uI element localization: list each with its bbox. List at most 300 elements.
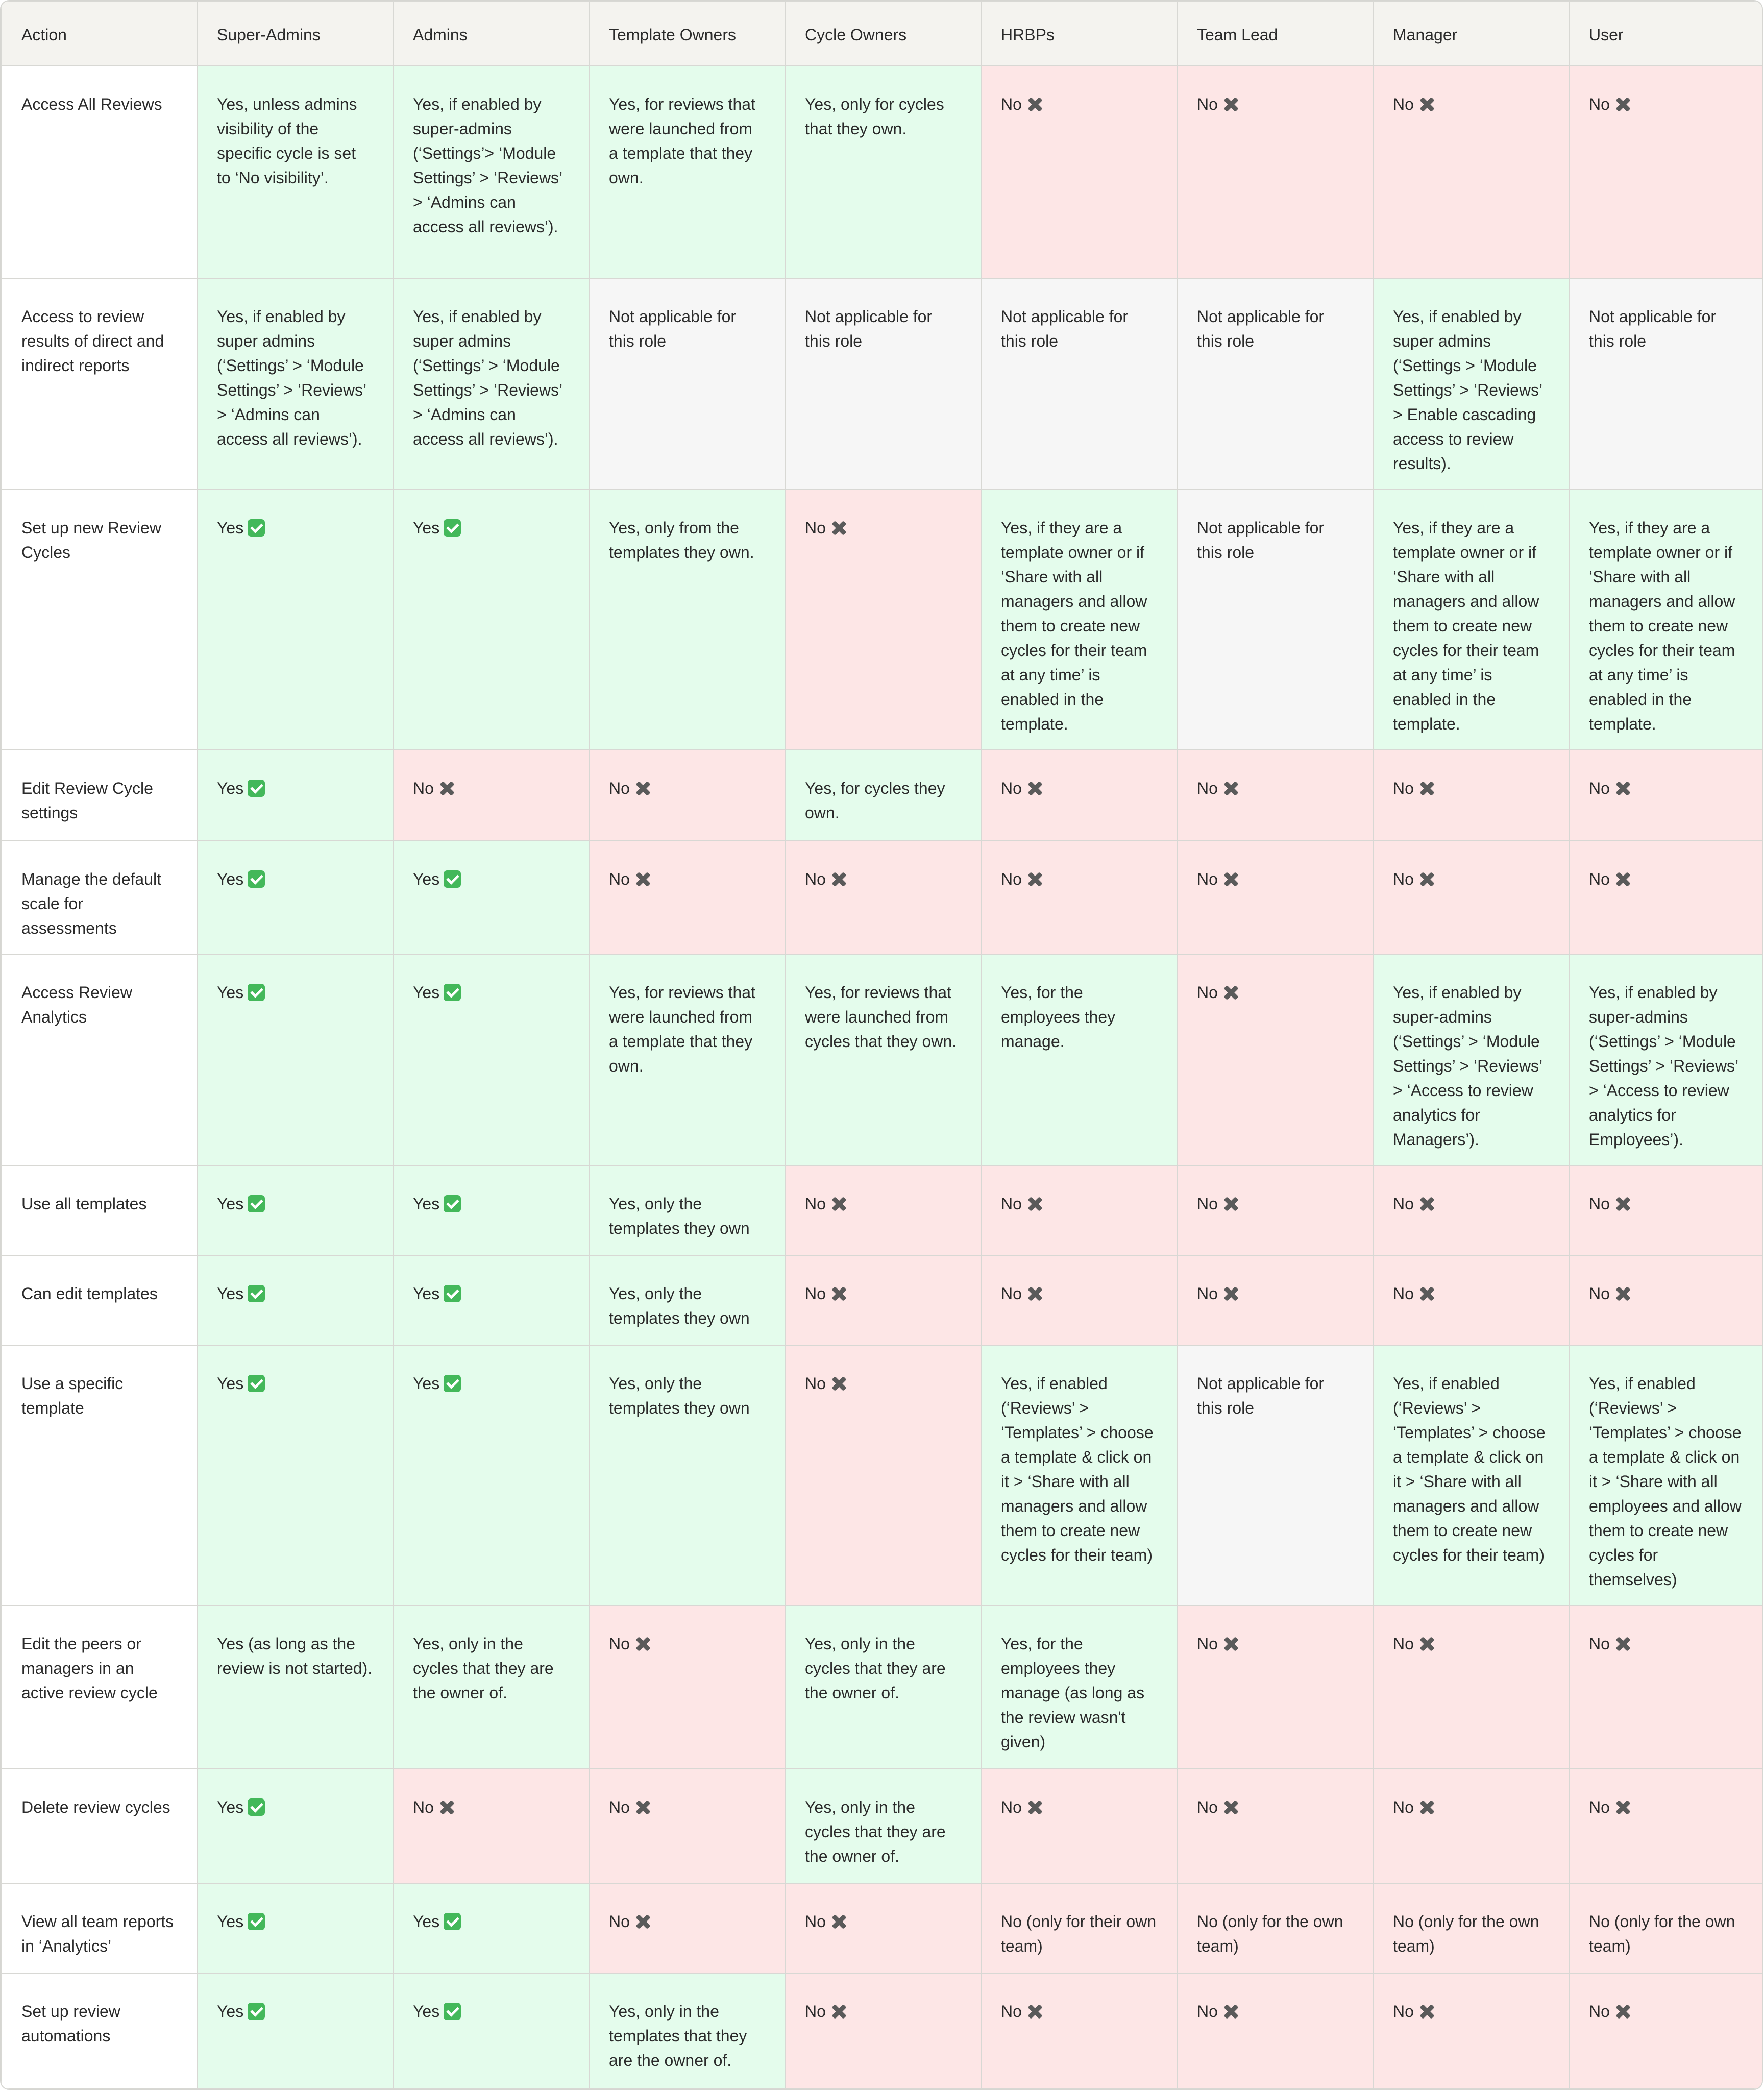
permission-text: Yes <box>217 1798 244 1816</box>
permission-text: Yes <box>413 1195 440 1213</box>
permission-cell-manager <box>1373 1769 1569 1883</box>
permission-cell-cycle-owners <box>785 1606 981 1769</box>
permission-text: No <box>1589 1635 1610 1653</box>
permission-cell-admins <box>393 841 589 954</box>
permission-text: Not applicable for this role <box>805 307 933 350</box>
column-header-manager: Manager <box>1373 2 1569 66</box>
cross-icon <box>830 2003 847 2020</box>
permission-text: No <box>1197 1284 1218 1303</box>
permission-text: Yes, for cycles they own. <box>805 779 945 822</box>
permission-cell-super-admins <box>197 841 393 954</box>
permission-cell-hrbps <box>981 1345 1177 1606</box>
permission-text: No <box>1393 1195 1414 1213</box>
permission-text: Yes, if enabled by super-admins (‘Settings’ > ‘Module Settings’ > ‘Reviews’ > ‘Access to review analytics for Managers’). <box>1393 983 1542 1149</box>
permission-text: Yes <box>413 870 440 888</box>
permission-text: No <box>805 870 826 888</box>
permission-text: No <box>1001 95 1022 113</box>
permission-cell-team-lead <box>1177 954 1373 1165</box>
action-cell <box>2 750 197 841</box>
permission-text: Yes <box>413 983 440 1002</box>
permission-cell-manager <box>1373 1606 1569 1769</box>
table-row <box>2 1973 1763 2088</box>
permission-text: Not applicable for this role <box>1197 1374 1325 1417</box>
permission-cell-cycle-owners <box>785 841 981 954</box>
permission-text: No <box>1393 870 1414 888</box>
permission-text: No <box>1393 779 1414 797</box>
cross-icon <box>1222 870 1239 888</box>
permission-cell-manager <box>1373 1345 1569 1606</box>
permission-text: No <box>1197 1635 1218 1653</box>
action-label: Set up review automations <box>21 2002 120 2045</box>
permission-text: No <box>1393 1798 1414 1816</box>
cross-icon <box>1026 870 1043 888</box>
column-header-hrbps: HRBPs <box>981 2 1177 66</box>
permission-cell-admins <box>393 954 589 1165</box>
permission-text: Yes, if enabled by super-admins (‘Settings’> ‘Module Settings’ > ‘Reviews’ > ‘Admins can access all reviews’). <box>413 95 562 236</box>
permission-text: No <box>609 870 630 888</box>
permission-text: Yes, for reviews that were launched from a template that they own. <box>609 983 755 1075</box>
permission-text: No (only for the own team) <box>1197 1912 1343 1955</box>
permission-cell-team-lead <box>1177 1769 1373 1883</box>
permission-cell-super-admins <box>197 1769 393 1883</box>
permission-cell-cycle-owners <box>785 750 981 841</box>
permission-cell-user <box>1569 841 1763 954</box>
permission-text: No <box>1197 2002 1218 2021</box>
permission-cell-admins <box>393 66 589 278</box>
permission-text: Yes, if enabled by super-admins (‘Settings’ > ‘Module Settings’ > ‘Reviews’ > ‘Access to review analytics for Employees’). <box>1589 983 1738 1149</box>
permission-text: Yes, if enabled (‘Reviews’ > ‘Templates’ > choose a template & click on it > ‘Share with all managers and allow them to create new cycles for their team) <box>1001 1374 1154 1564</box>
permission-text: Yes, if enabled (‘Reviews’ > ‘Templates’ > choose a template & click on it > ‘Share with all managers and allow them to create new cycles for their team) <box>1393 1374 1546 1564</box>
permission-cell-manager <box>1373 1165 1569 1255</box>
permission-text: Yes, only the templates they own <box>609 1374 750 1417</box>
column-header-action: Action <box>2 2 197 66</box>
cross-icon <box>1614 2003 1631 2020</box>
cross-icon <box>830 1375 847 1392</box>
permission-text: Yes (as long as the review is not started). <box>217 1635 373 1677</box>
permission-cell-super-admins <box>197 66 393 278</box>
cross-icon <box>1222 1635 1239 1652</box>
permission-text: No (only for the own team) <box>1589 1912 1735 1955</box>
permission-cell-cycle-owners <box>785 278 981 490</box>
permission-cell-super-admins <box>197 1606 393 1769</box>
cross-icon <box>1418 780 1435 797</box>
cross-icon <box>1222 1195 1239 1212</box>
action-cell <box>2 278 197 490</box>
permission-cell-user <box>1569 1255 1763 1345</box>
permission-cell-manager <box>1373 66 1569 278</box>
cross-icon <box>1026 780 1043 797</box>
permission-cell-team-lead <box>1177 1883 1373 1973</box>
check-icon <box>248 1913 265 1930</box>
permission-text: No <box>1001 1798 1022 1816</box>
cross-icon <box>1222 1798 1239 1816</box>
permission-text: Not applicable for this role <box>1001 307 1129 350</box>
action-cell <box>2 1165 197 1255</box>
table-row <box>2 1769 1763 1883</box>
permission-cell-hrbps <box>981 1165 1177 1255</box>
permission-text: Yes, only the templates they own <box>609 1284 750 1327</box>
cross-icon <box>1026 2003 1043 2020</box>
permission-cell-manager <box>1373 954 1569 1165</box>
cross-icon <box>1614 1285 1631 1302</box>
permission-text: No <box>805 1912 826 1931</box>
permission-text: No <box>1197 1798 1218 1816</box>
cross-icon <box>830 870 847 888</box>
permission-cell-template-owners <box>589 278 785 490</box>
permission-cell-user <box>1569 1165 1763 1255</box>
permission-cell-user <box>1569 1345 1763 1606</box>
permission-cell-template-owners <box>589 490 785 750</box>
permission-text: No <box>1589 1798 1610 1816</box>
permission-text: Not applicable for this role <box>1589 307 1717 350</box>
permission-cell-manager <box>1373 750 1569 841</box>
permission-text: No <box>1393 95 1414 113</box>
permission-cell-user <box>1569 490 1763 750</box>
permission-cell-hrbps <box>981 750 1177 841</box>
permission-cell-admins <box>393 750 589 841</box>
permission-cell-cycle-owners <box>785 1165 981 1255</box>
permission-text: No <box>1393 2002 1414 2021</box>
permission-cell-manager <box>1373 490 1569 750</box>
action-label: Use all templates <box>21 1195 147 1213</box>
permission-text: No <box>609 1798 630 1816</box>
permission-text: Yes <box>413 1912 440 1931</box>
permission-cell-admins <box>393 1769 589 1883</box>
permission-text: No <box>805 1195 826 1213</box>
permission-text: No <box>1589 1195 1610 1213</box>
cross-icon <box>1418 1285 1435 1302</box>
permission-text: No <box>1589 2002 1610 2021</box>
permission-cell-template-owners <box>589 1255 785 1345</box>
action-cell <box>2 954 197 1165</box>
permission-text: Yes, only in the cycles that they are the owner of. <box>805 1635 946 1702</box>
permission-cell-cycle-owners <box>785 954 981 1165</box>
permission-cell-admins <box>393 1606 589 1769</box>
cross-icon <box>1222 780 1239 797</box>
permission-cell-cycle-owners <box>785 1973 981 2088</box>
permission-cell-manager <box>1373 841 1569 954</box>
permission-text: Yes, only in the templates that they are the owner of. <box>609 2002 747 2070</box>
cross-icon <box>438 1798 455 1816</box>
permission-cell-hrbps <box>981 954 1177 1165</box>
permission-text: No (only for their own team) <box>1001 1912 1157 1955</box>
cross-icon <box>1418 95 1435 113</box>
permission-text: Yes, for reviews that were launched from a template that they own. <box>609 95 755 187</box>
permission-cell-template-owners <box>589 841 785 954</box>
permission-text: Yes <box>217 870 244 888</box>
cross-icon <box>830 1913 847 1930</box>
permission-cell-team-lead <box>1177 841 1373 954</box>
check-icon <box>248 1285 265 1302</box>
permission-text: Not applicable for this role <box>1197 307 1325 350</box>
permission-cell-hrbps <box>981 66 1177 278</box>
permission-cell-team-lead <box>1177 1255 1373 1345</box>
table-row <box>2 278 1763 490</box>
permission-cell-template-owners <box>589 1973 785 2088</box>
action-cell <box>2 1973 197 2088</box>
permission-cell-manager <box>1373 1883 1569 1973</box>
cross-icon <box>1614 1195 1631 1212</box>
permission-text: Yes, for the employees they manage (as long as the review wasn't given) <box>1001 1635 1145 1751</box>
permission-cell-user <box>1569 1883 1763 1973</box>
cross-icon <box>1222 2003 1239 2020</box>
action-label: Access All Reviews <box>21 95 162 113</box>
permission-cell-manager <box>1373 278 1569 490</box>
cross-icon <box>1026 1285 1043 1302</box>
permission-text: No <box>609 779 630 797</box>
table-row <box>2 1165 1763 1255</box>
permission-text: No <box>1393 1635 1414 1653</box>
permission-cell-cycle-owners <box>785 1769 981 1883</box>
permission-cell-admins <box>393 1255 589 1345</box>
cross-icon <box>1614 95 1631 113</box>
action-label: Can edit templates <box>21 1284 158 1303</box>
permission-text: Yes <box>413 1374 440 1393</box>
permission-text: Yes <box>217 1284 244 1303</box>
permission-text: No <box>1197 870 1218 888</box>
cross-icon <box>634 1798 651 1816</box>
permission-cell-template-owners <box>589 1345 785 1606</box>
check-icon <box>444 1375 461 1392</box>
permission-text: Yes <box>217 779 244 797</box>
permission-text: Yes <box>217 1195 244 1213</box>
permission-text: No <box>1001 2002 1022 2021</box>
permission-cell-hrbps <box>981 278 1177 490</box>
column-header-admins: Admins <box>393 2 589 66</box>
permission-text: No <box>805 1374 826 1393</box>
action-label: Access Review Analytics <box>21 983 132 1026</box>
permission-cell-hrbps <box>981 1255 1177 1345</box>
permission-text: Yes, if enabled by super admins (‘Settings > ‘Module Settings’ > ‘Reviews’ > Enable cascading access to review results). <box>1393 307 1542 473</box>
check-icon <box>248 870 265 888</box>
permission-cell-team-lead <box>1177 1973 1373 2088</box>
check-icon <box>444 870 461 888</box>
permission-text: No (only for the own team) <box>1393 1912 1539 1955</box>
action-label: Access to review results of direct and indirect reports <box>21 307 164 375</box>
cross-icon <box>1222 984 1239 1001</box>
permission-cell-super-admins <box>197 278 393 490</box>
permission-cell-user <box>1569 66 1763 278</box>
cross-icon <box>1026 1798 1043 1816</box>
cross-icon <box>634 780 651 797</box>
action-cell <box>2 66 197 278</box>
permission-cell-team-lead <box>1177 278 1373 490</box>
column-header-team-lead: Team Lead <box>1177 2 1373 66</box>
cross-icon <box>1026 95 1043 113</box>
table-body <box>2 66 1763 2088</box>
permission-cell-super-admins <box>197 954 393 1165</box>
cross-icon <box>1222 1285 1239 1302</box>
permission-cell-admins <box>393 1973 589 2088</box>
column-header-super-admins: Super-Admins <box>197 2 393 66</box>
action-label: Delete review cycles <box>21 1798 170 1816</box>
permission-cell-team-lead <box>1177 490 1373 750</box>
permission-text: No <box>805 1284 826 1303</box>
column-header-cycle-owners: Cycle Owners <box>785 2 981 66</box>
permission-text: No <box>1589 95 1610 113</box>
permission-text: Yes, only in the cycles that they are the owner of. <box>413 1635 554 1702</box>
permission-text: No <box>1001 779 1022 797</box>
permission-text: Yes, only from the templates they own. <box>609 519 754 562</box>
permission-cell-team-lead <box>1177 750 1373 841</box>
cross-icon <box>1222 95 1239 113</box>
permission-text: Yes, if enabled by super admins (‘Settings’ > ‘Module Settings’ > ‘Reviews’ > ‘Admins can access all reviews’). <box>413 307 562 448</box>
permission-cell-admins <box>393 278 589 490</box>
permission-cell-super-admins <box>197 1165 393 1255</box>
permission-text: Yes, for the employees they manage. <box>1001 983 1116 1051</box>
permission-cell-team-lead <box>1177 66 1373 278</box>
table-row <box>2 1345 1763 1606</box>
permission-cell-hrbps <box>981 1883 1177 1973</box>
permission-text: No <box>1197 95 1218 113</box>
cross-icon <box>1418 1798 1435 1816</box>
permission-text: Yes, only for cycles that they own. <box>805 95 944 138</box>
permission-cell-user <box>1569 750 1763 841</box>
permission-cell-hrbps <box>981 1606 1177 1769</box>
permission-text: No <box>1589 1284 1610 1303</box>
permission-text: No <box>1197 983 1218 1002</box>
permission-text: No <box>1589 779 1610 797</box>
permission-cell-template-owners <box>589 1165 785 1255</box>
permission-text: No <box>1001 1284 1022 1303</box>
check-icon <box>444 984 461 1001</box>
permission-text: No <box>413 1798 434 1816</box>
cross-icon <box>1614 870 1631 888</box>
permission-text: No <box>1197 1195 1218 1213</box>
action-cell <box>2 1345 197 1606</box>
permission-text: No <box>1589 870 1610 888</box>
permission-cell-template-owners <box>589 750 785 841</box>
cross-icon <box>1614 780 1631 797</box>
permission-text: Yes <box>217 1374 244 1393</box>
permission-text: Yes, for reviews that were launched from cycles that they own. <box>805 983 957 1051</box>
check-icon <box>248 519 265 537</box>
table-row <box>2 1606 1763 1769</box>
cross-icon <box>1418 1635 1435 1652</box>
permission-cell-user <box>1569 278 1763 490</box>
permission-cell-template-owners <box>589 954 785 1165</box>
cross-icon <box>634 870 651 888</box>
permission-cell-admins <box>393 1883 589 1973</box>
cross-icon <box>634 1913 651 1930</box>
action-label: Edit Review Cycle settings <box>21 779 153 822</box>
check-icon <box>248 2003 265 2020</box>
permission-text: Yes <box>413 519 440 537</box>
permission-text: Yes <box>217 519 244 537</box>
permission-text: Yes, if they are a template owner or if ‘Share with all managers and allow them to create new cycles for their team at any time’ is enabled in the template. <box>1589 519 1735 733</box>
check-icon <box>248 1375 265 1392</box>
check-icon <box>444 2003 461 2020</box>
cross-icon <box>830 1285 847 1302</box>
permission-cell-cycle-owners <box>785 1883 981 1973</box>
check-icon <box>444 1195 461 1212</box>
table-row <box>2 490 1763 750</box>
cross-icon <box>1418 2003 1435 2020</box>
action-label: Edit the peers or managers in an active review cycle <box>21 1635 158 1702</box>
permission-text: Yes, if they are a template owner or if ‘Share with all managers and allow them to create new cycles for their team at any time’ is enabled in the template. <box>1393 519 1539 733</box>
permission-text: No <box>609 1635 630 1653</box>
table-row <box>2 66 1763 278</box>
permission-cell-user <box>1569 954 1763 1165</box>
permission-text: Yes, unless admins visibility of the specific cycle is set to ‘No visibility’. <box>217 95 357 187</box>
action-cell <box>2 1769 197 1883</box>
cross-icon <box>1614 1635 1631 1652</box>
check-icon <box>248 1195 265 1212</box>
check-icon <box>444 1913 461 1930</box>
permission-cell-hrbps <box>981 490 1177 750</box>
permission-cell-template-owners <box>589 1883 785 1973</box>
cross-icon <box>1418 1195 1435 1212</box>
permission-cell-super-admins <box>197 750 393 841</box>
check-icon <box>444 519 461 537</box>
permission-cell-manager <box>1373 1973 1569 2088</box>
permission-text: Yes <box>217 1912 244 1931</box>
cross-icon <box>830 519 847 537</box>
action-cell <box>2 841 197 954</box>
table-row <box>2 841 1763 954</box>
permission-text: Yes, only the templates they own <box>609 1195 750 1237</box>
permission-cell-super-admins <box>197 1883 393 1973</box>
permission-cell-template-owners <box>589 66 785 278</box>
table-row <box>2 1883 1763 1973</box>
check-icon <box>248 780 265 797</box>
check-icon <box>248 1798 265 1816</box>
permission-cell-super-admins <box>197 1973 393 2088</box>
permission-cell-hrbps <box>981 841 1177 954</box>
permission-cell-cycle-owners <box>785 1345 981 1606</box>
permission-text: Not applicable for this role <box>609 307 737 350</box>
permission-cell-cycle-owners <box>785 490 981 750</box>
permission-cell-team-lead <box>1177 1345 1373 1606</box>
permission-cell-admins <box>393 1345 589 1606</box>
permission-cell-hrbps <box>981 1973 1177 2088</box>
permission-text: No <box>1001 1195 1022 1213</box>
permission-cell-template-owners <box>589 1769 785 1883</box>
action-cell <box>2 1255 197 1345</box>
permission-cell-super-admins <box>197 1255 393 1345</box>
permission-text: Yes <box>217 2002 244 2021</box>
permission-text: Yes <box>217 983 244 1002</box>
permission-text: Yes, if enabled by super admins (‘Settings’ > ‘Module Settings’ > ‘Reviews’ > ‘Admins can access all reviews’). <box>217 307 366 448</box>
permission-text: No <box>609 1912 630 1931</box>
permission-text: No <box>1001 870 1022 888</box>
permission-text: Not applicable for this role <box>1197 519 1325 562</box>
column-header-template-owners: Template Owners <box>589 2 785 66</box>
check-icon <box>248 984 265 1001</box>
permission-text: No <box>1393 1284 1414 1303</box>
cross-icon <box>634 1635 651 1652</box>
column-header-user: User <box>1569 2 1763 66</box>
cross-icon <box>1026 1195 1043 1212</box>
permission-cell-template-owners <box>589 1606 785 1769</box>
permission-cell-manager <box>1373 1255 1569 1345</box>
cross-icon <box>1418 870 1435 888</box>
permission-text: Yes, only in the cycles that they are the owner of. <box>805 1798 946 1865</box>
permission-text: Yes, if they are a template owner or if ‘Share with all managers and allow them to create new cycles for their team at any time’ is enabled in the template. <box>1001 519 1147 733</box>
permission-cell-team-lead <box>1177 1165 1373 1255</box>
action-cell <box>2 490 197 750</box>
permission-cell-cycle-owners <box>785 66 981 278</box>
permission-text: Yes, if enabled (‘Reviews’ > ‘Templates’ > choose a template & click on it > ‘Share with all employees and allow them to create new cycles for themselves) <box>1589 1374 1742 1589</box>
permission-text: Yes <box>413 2002 440 2021</box>
action-label: Set up new Review Cycles <box>21 519 161 562</box>
table-row <box>2 954 1763 1165</box>
permission-cell-user <box>1569 1973 1763 2088</box>
permission-cell-super-admins <box>197 1345 393 1606</box>
permission-cell-team-lead <box>1177 1606 1373 1769</box>
action-cell <box>2 1883 197 1973</box>
permission-cell-super-admins <box>197 490 393 750</box>
